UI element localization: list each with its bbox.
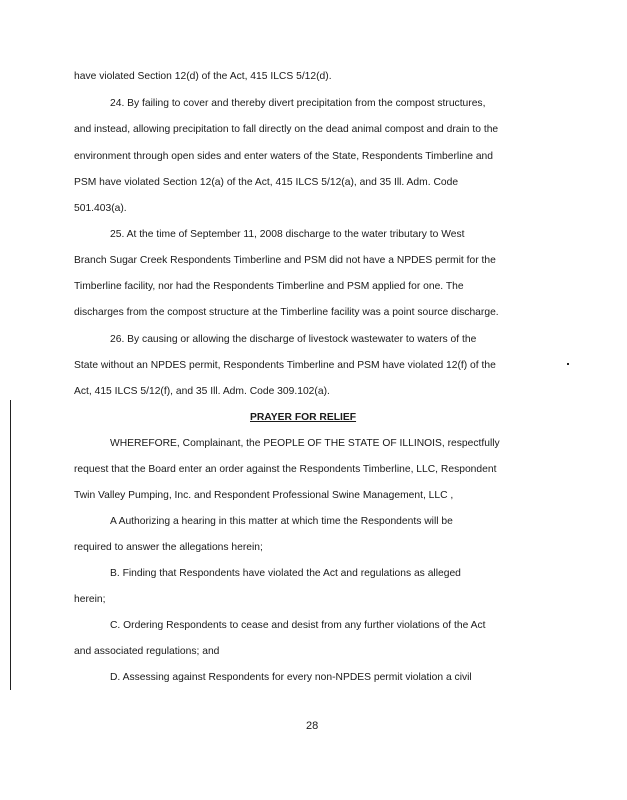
text-line: have violated Section 12(d) of the Act, 415 ILCS 5/12(d). xyxy=(74,71,332,82)
text-line: 501.403(a). xyxy=(74,203,127,214)
relief-item-b: B. Finding that Respondents have violated the Act and regulations as alleged xyxy=(110,568,461,579)
text-line: and associated regulations; and xyxy=(74,646,220,657)
paragraph-24-start: 24. By failing to cover and thereby divert precipitation from the compost structures, xyxy=(110,98,486,109)
text-line: required to answer the allegations herein; xyxy=(74,542,263,553)
text-line: Timberline facility, nor had the Respondents Timberline and PSM applied for one. The xyxy=(74,281,464,292)
text-line: and instead, allowing precipitation to fall directly on the dead animal compost and drain to the xyxy=(74,124,499,135)
text-line: PSM have violated Section 12(a) of the Act, 415 ILCS 5/12(a), and 35 Ill. Adm. Code xyxy=(74,177,459,188)
text-line: request that the Board enter an order against the Respondents Timberline, LLC, Respondent xyxy=(74,464,497,475)
paragraph-25-start: 25. At the time of September 11, 2008 discharge to the water tributary to West xyxy=(110,229,465,240)
page-number: 28 xyxy=(306,720,319,732)
wherefore-paragraph-start: WHEREFORE, Complainant, the PEOPLE OF THE STATE OF ILLINOIS, respectfully xyxy=(110,438,500,449)
text-line: herein; xyxy=(74,594,106,605)
text-line: Twin Valley Pumping, Inc. and Respondent Professional Swine Management, LLC , xyxy=(74,490,454,501)
text-line: State without an NPDES permit, Respondents Timberline and PSM have violated 12(f) of the xyxy=(74,360,496,371)
section-heading: PRAYER FOR RELIEF xyxy=(250,412,357,423)
text-line: environment through open sides and enter waters of the State, Respondents Timberline and xyxy=(74,151,493,162)
relief-item-d: D. Assessing against Respondents for every non-NPDES permit violation a civil xyxy=(110,672,472,683)
relief-item-a: A Authorizing a hearing in this matter at which time the Respondents will be xyxy=(110,516,453,527)
text-line: Branch Sugar Creek Respondents Timberline and PSM did not have a NPDES permit for the xyxy=(74,255,496,266)
paragraph-26-start: 26. By causing or allowing the discharge of livestock wastewater to waters of the xyxy=(110,334,477,345)
scan-speck xyxy=(567,363,569,365)
text-line: Act, 415 ILCS 5/12(f), and 35 Ill. Adm. Code 309.102(a). xyxy=(74,386,330,397)
scan-margin-mark xyxy=(10,400,11,690)
relief-item-c: C. Ordering Respondents to cease and desist from any further violations of the Act xyxy=(110,620,486,631)
text-line: discharges from the compost structure at the Timberline facility was a point source discharge. xyxy=(74,307,499,318)
